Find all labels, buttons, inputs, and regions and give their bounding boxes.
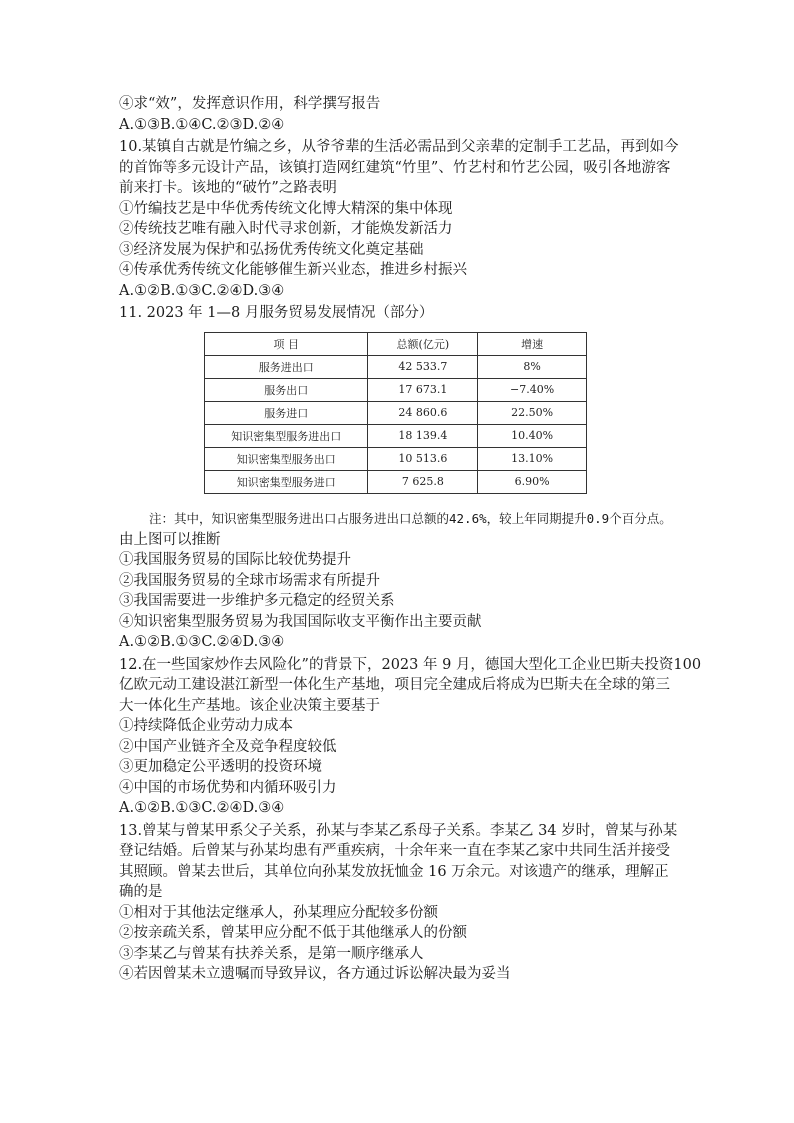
table-header-cell: 项 目: [205, 332, 368, 355]
q13-item-4: ④若因曾某未立遗嘱而导致异议，各方通过诉讼解决最为妥当: [119, 966, 511, 982]
q13-item-3: ③李某乙与曾某有扶养关系，是第一顺序继承人: [119, 945, 424, 962]
q11-title: 11. 2023 年 1—8 月服务贸易发展情况（部分）: [119, 305, 434, 321]
table-cell: 知识密集型服务进口: [205, 470, 368, 493]
q13-stem-line: 确的是: [119, 884, 163, 900]
table-cell: 服务进口: [205, 401, 368, 424]
table-cell: 服务进出口: [205, 355, 368, 378]
table-cell: 服务出口: [205, 378, 368, 401]
table-cell: 18 139.4: [368, 424, 478, 447]
table-cell: −7.40%: [478, 378, 587, 401]
q10-stem: [119, 137, 694, 199]
q12-item-2: ②中国产业链齐全及竞争程度较低: [119, 738, 337, 755]
q11-item-2: ②我国服务贸易的全球市场需求有所提升: [119, 572, 380, 589]
table-header-cell: 增速: [478, 332, 587, 355]
table-row: [205, 470, 587, 493]
table-header-cell: 总额(亿元): [368, 332, 478, 355]
q12-stem: [119, 655, 702, 717]
service-trade-table: [204, 332, 587, 494]
table-header-row: [205, 332, 587, 355]
table-cell: 10 513.6: [368, 447, 478, 470]
q10-item-2: ②传统技艺唯有融入时代寻求创新，才能焕发新活力: [119, 221, 453, 237]
table-cell: 知识密集型服务出口: [205, 447, 368, 470]
q11-table-note: 注：其中，知识密集型服务进出口占服务进出口总额的42.6%，较上年同期提升0.9个百分点。: [149, 510, 672, 526]
table-cell: 6.90%: [478, 470, 587, 493]
q11-item-4: ④知识密集型服务贸易为我国国际收支平衡作出主要贡献: [119, 613, 482, 630]
q13-item-2: ②按亲疏关系，曾某甲应分配不低于其他继承人的份额: [119, 925, 467, 941]
q13-stem-line: 13.曾某与曾某甲系父子关系，孙某与李某乙系母子关系。李某乙 34 岁时，曾某与孙某: [119, 822, 678, 839]
q9-options: A.①③B.①④C.②③D.②④: [119, 116, 285, 133]
q12-options: A.①②B.①③C.②④D.③④: [119, 800, 285, 816]
q12-item-4: ④中国的市场优势和内循环吸引力: [119, 779, 337, 796]
q12-item-3: ③更加稳定公平透明的投资环境: [119, 759, 322, 775]
q12-item-1: ①持续降低企业劳动力成本: [119, 718, 293, 734]
table-row: [205, 355, 587, 378]
table-cell: 17 673.1: [368, 378, 478, 401]
q11-lead: 由上图可以推断: [119, 531, 221, 548]
table-cell: 13.10%: [478, 447, 587, 470]
table-row: [205, 401, 587, 424]
table-cell: 24 860.6: [368, 401, 478, 424]
table-cell: 42 533.7: [368, 355, 478, 378]
q13-item-1: ①相对于其他法定继承人，孙某理应分配较多份额: [119, 904, 438, 921]
q10-item-1: ①竹编技艺是中华优秀传统文化博大精深的集中体现: [119, 200, 453, 217]
table-cell: 8%: [478, 355, 587, 378]
q13-stem-line: 其照顾。曾某去世后，其单位向孙某发放抚恤金 16 万余元。对该遗产的继承，理解正: [119, 863, 669, 880]
table-row: [205, 378, 587, 401]
q11-options: A.①②B.①③C.②④D.③④: [119, 634, 285, 650]
q11-table-wrap: [204, 332, 694, 494]
table-row: [205, 447, 587, 470]
page-content: [119, 94, 702, 985]
q11-item-3: ③我国需要进一步维护多元稳定的经贸关系: [119, 593, 395, 609]
q12-stem-line: 大一体化生产基地。该企业决策主要基于: [119, 697, 380, 714]
q10-stem-line: 的首饰等多元设计产品，该镇打造网红建筑“竹里”、竹艺村和竹艺公园，吸引各地游客: [119, 159, 671, 176]
q10-item-4: ④传承优秀传统文化能够催生新兴业态，推进乡村振兴: [119, 262, 467, 278]
q10-options: A.①②B.①③C.②④D.③④: [119, 282, 285, 299]
table-cell: 22.50%: [478, 401, 587, 424]
q11-item-1: ①我国服务贸易的国际比较优势提升: [119, 552, 351, 568]
q12-stem-line: 12.在一些国家炒作去风险化”的背景下，2023 年 9 月，德国大型化工企业巴斯夫投资100: [119, 656, 702, 673]
table-cell: 10.40%: [478, 424, 587, 447]
q13-stem-line: 登记结婚。后曾某与孙某均患有严重疾病，十余年来一直在李某乙家中共同生活并接受: [119, 843, 670, 859]
table-row: [205, 424, 587, 447]
q9-item-4: ④求“效”，发挥意识作用，科学撰写报告: [119, 96, 381, 112]
q10-item-3: ③经济发展为保护和弘扬优秀传统文化奠定基础: [119, 241, 424, 258]
table-cell: 7 625.8: [368, 470, 478, 493]
q10-stem-line: 前来打卡。该地的“破竹”之路表明: [119, 180, 337, 196]
q13-stem: [119, 821, 694, 903]
q10-stem-line: 10.某镇自古就是竹编之乡，从爷爷辈的生活必需品到父亲辈的定制手工艺品，再到如今: [119, 139, 679, 155]
q12-stem-line: 亿欧元动工建设湛江新型一体化生产基地，项目完全建成后将成为巴斯夫在全球的第三: [119, 677, 670, 693]
table-cell: 知识密集型服务进出口: [205, 424, 368, 447]
